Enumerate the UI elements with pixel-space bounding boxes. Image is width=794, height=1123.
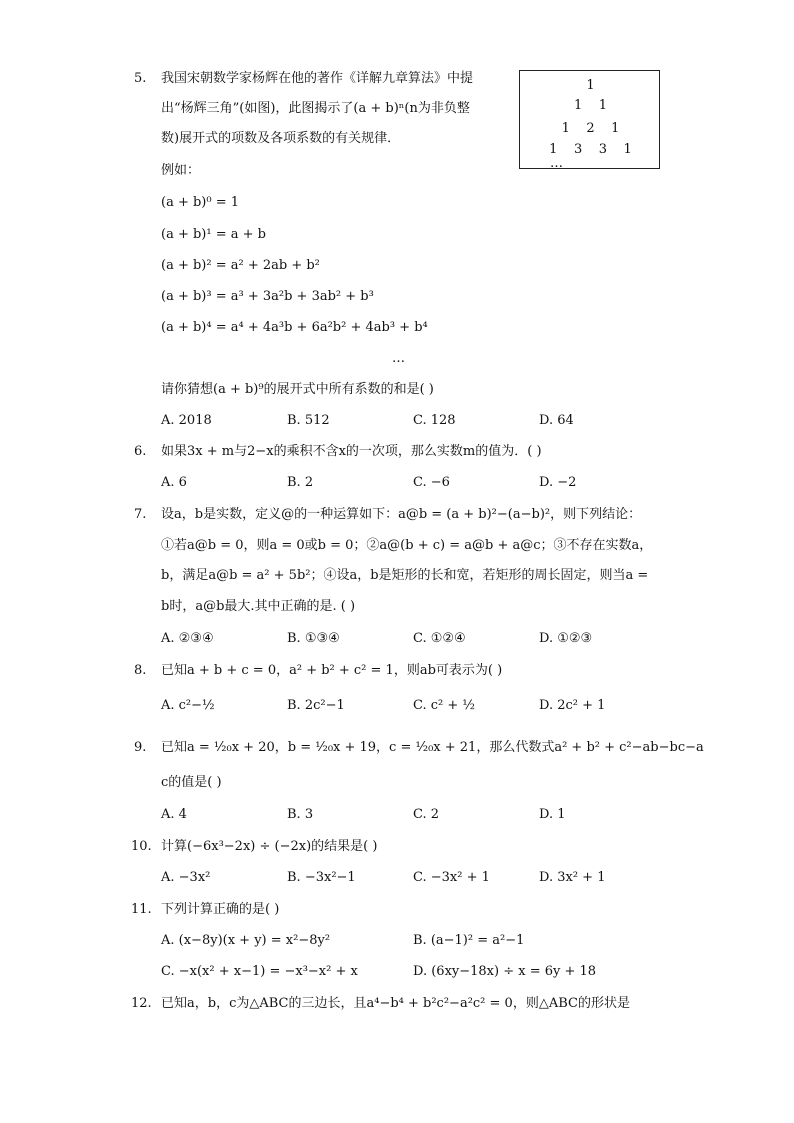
q10-number: 10. xyxy=(131,839,152,854)
q5-line3: 数)展开式的项数及各项系数的有关规律． xyxy=(161,131,401,146)
q11-option-c[interactable]: C. −x(x² + x−1) = −x³−x² + x xyxy=(161,964,358,979)
q11-option-d[interactable]: D. (6xy−18x) ÷ x = 6y + 18 xyxy=(413,964,597,979)
triangle-row-5: … xyxy=(550,156,563,171)
q5-question: 请你猜想(a + b)⁹的展开式中所有系数的和是( ) xyxy=(161,382,434,397)
q5-example-label: 例如： xyxy=(161,163,201,178)
q5-ellipsis: … xyxy=(392,351,405,366)
q5-formula-4: (a + b)⁴ = a⁴ + 4a³b + 6a²b² + 4ab³ + b⁴ xyxy=(161,320,428,335)
q6-number: 6. xyxy=(134,444,147,459)
q9-option-b[interactable]: B. 3 xyxy=(287,807,314,822)
q10-text: 计算(−6x³−2x) ÷ (−2x)的结果是( ) xyxy=(161,839,378,854)
q8-number: 8. xyxy=(134,663,147,678)
q5-formula-0: (a + b)⁰ = 1 xyxy=(161,195,240,210)
q5-line2: 出“杨辉三角”(如图)，此图揭示了(a + b)ⁿ(n为非负整 xyxy=(161,101,470,116)
q5-formula-2: (a + b)² = a² + 2ab + b² xyxy=(161,258,320,273)
q5-formula-3: (a + b)³ = a³ + 3a²b + 3ab² + b³ xyxy=(161,289,374,304)
q9-number: 9. xyxy=(134,740,147,755)
q5-option-a[interactable]: A. 2018 xyxy=(161,413,212,428)
q6-option-a[interactable]: A. 6 xyxy=(161,475,187,490)
q11-option-b[interactable]: B. (a−1)² = a²−1 xyxy=(413,933,525,948)
triangle-row-4: 1 3 3 1 xyxy=(549,142,632,157)
q7-number: 7. xyxy=(134,507,147,522)
triangle-row-3: 1 2 1 xyxy=(561,121,620,136)
q8-option-a[interactable]: A. c²−½ xyxy=(161,698,215,713)
q6-text: 如果3x + m与2−x的乘积不含x的一次项，那么实数m的值为．( ) xyxy=(161,444,542,459)
q12-text: 已知a，b，c为△ABC的三边长，且a⁴−b⁴ + b²c²−a²c² = 0，则△ABC的形状是 xyxy=(161,996,630,1011)
q11-number: 11. xyxy=(131,902,152,917)
triangle-row-2: 1 1 xyxy=(573,98,608,113)
q6-option-c[interactable]: C. −6 xyxy=(413,475,450,490)
q7-line-2: ①若a@b = 0，则a = 0或b = 0；②a@(b + c) = a@b + a@c；③不存在实数a， xyxy=(161,538,653,553)
q5-line1: 我国宋朝数学家杨辉在他的著作《详解九章算法》中提 xyxy=(161,71,474,86)
q7-option-c[interactable]: C. ①②④ xyxy=(413,631,466,646)
q7-line-4: b时，a@b最大.其中正确的是. ( ) xyxy=(161,599,356,614)
q5-option-b[interactable]: B. 512 xyxy=(287,413,330,428)
q7-option-b[interactable]: B. ①③④ xyxy=(287,631,340,646)
q9-line-1: 已知a = ¹⁄₂₀x + 20，b = ¹⁄₂₀x + 19，c = ¹⁄₂₀x + 21，那么代数式a² + b² + c²−ab−bc−a xyxy=(161,740,704,755)
q8-text: 已知a + b + c = 0，a² + b² + c² = 1，则ab可表示为( ) xyxy=(161,663,503,678)
q11-option-a[interactable]: A. (x−8y)(x + y) = x²−8y² xyxy=(161,933,331,948)
q5-formula-1: (a + b)¹ = a + b xyxy=(161,227,266,242)
q8-option-b[interactable]: B. 2c²−1 xyxy=(287,698,345,713)
q9-line-2: c的值是( ) xyxy=(161,775,222,790)
q10-option-c[interactable]: C. −3x² + 1 xyxy=(413,870,490,885)
triangle-row-1: 1 xyxy=(586,78,595,93)
q9-option-a[interactable]: A. 4 xyxy=(161,807,187,822)
q9-option-d[interactable]: D. 1 xyxy=(539,807,566,822)
q6-option-b[interactable]: B. 2 xyxy=(287,475,314,490)
q9-option-c[interactable]: C. 2 xyxy=(413,807,440,822)
q6-option-d[interactable]: D. −2 xyxy=(539,475,577,490)
q11-text: 下列计算正确的是( ) xyxy=(161,902,280,917)
q5-option-c[interactable]: C. 128 xyxy=(413,413,456,428)
q7-option-d[interactable]: D. ①②③ xyxy=(539,631,593,646)
q7-line-3: b，满足a@b = a² + 5b²；④设a，b是矩形的长和宽，若矩形的周长固定，则当a = xyxy=(161,568,649,583)
q5-number: 5. xyxy=(134,71,147,86)
q5-option-d[interactable]: D. 64 xyxy=(539,413,574,428)
q12-number: 12. xyxy=(131,996,152,1011)
q8-option-c[interactable]: C. c² + ½ xyxy=(413,698,475,713)
q7-line-1: 设a，b是实数，定义@的一种运算如下：a@b = (a + b)²−(a−b)²，则下列结论： xyxy=(161,507,642,522)
yanghui-triangle-figure xyxy=(519,70,660,169)
q7-option-a[interactable]: A. ②③④ xyxy=(161,631,214,646)
q10-option-a[interactable]: A. −3x² xyxy=(161,870,211,885)
q10-option-d[interactable]: D. 3x² + 1 xyxy=(539,870,606,885)
q8-option-d[interactable]: D. 2c² + 1 xyxy=(539,698,606,713)
q10-option-b[interactable]: B. −3x²−1 xyxy=(287,870,356,885)
